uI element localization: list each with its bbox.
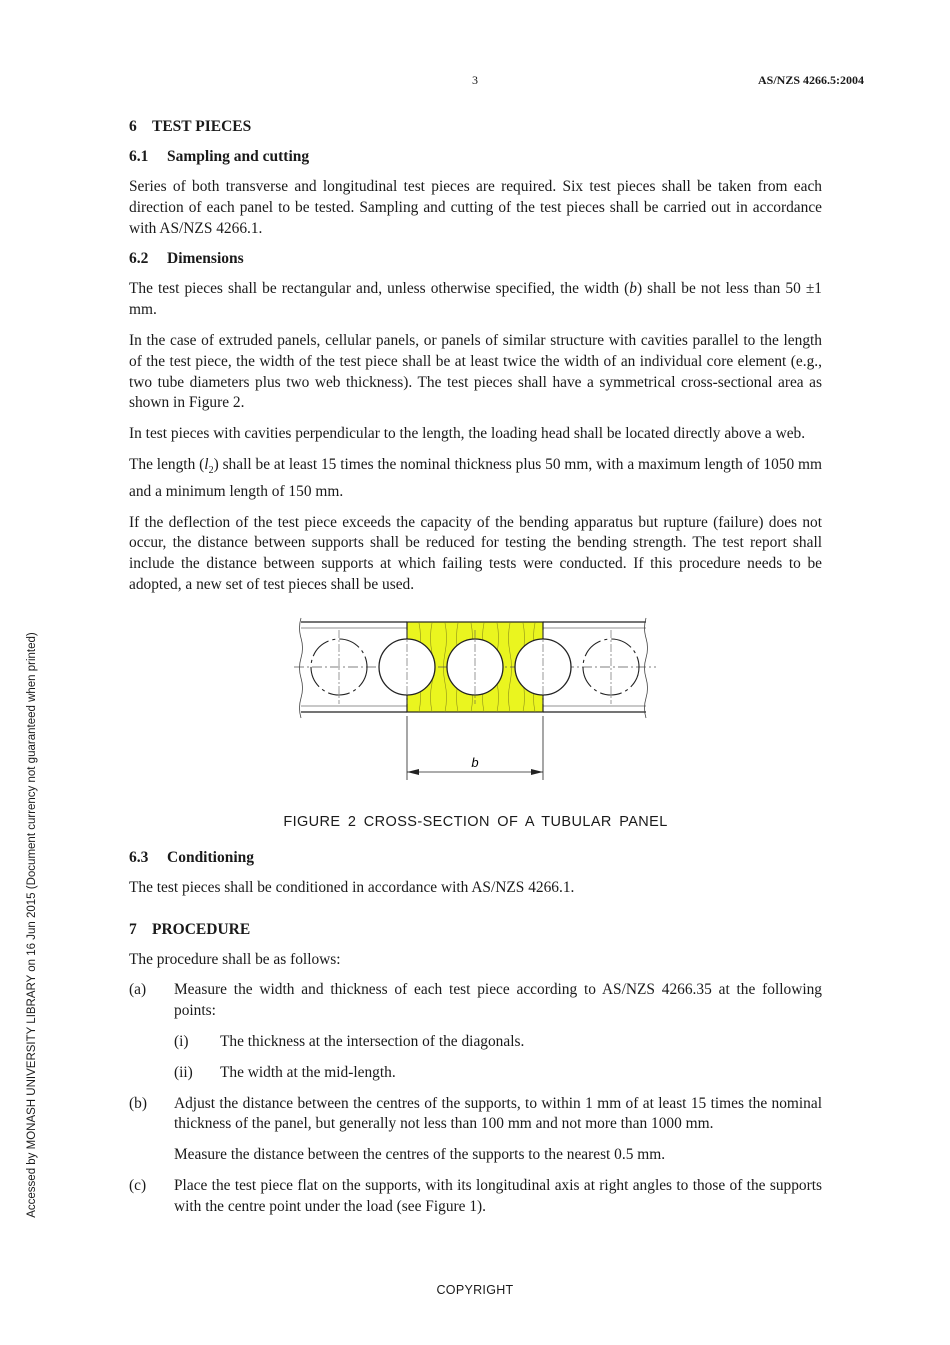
clause-6-2-heading [129,249,822,269]
item-label: (a) [129,981,147,999]
clause-title: Dimensions [167,250,244,268]
clause-6-2-paragraph-3: In test pieces with cavities perpendicular to the length, the loading head shall be located directly above a web. [129,425,806,443]
procedure-item-b [129,1094,822,1136]
clause-title: Sampling and cutting [167,148,310,165]
procedure-item-a [129,980,822,1022]
clause-6-2-paragraph-4 [129,455,822,503]
clause-6-1-heading [129,147,822,167]
item-text: Place the test piece flat on the supports, with its longitudinal axis at right angles to those of the supports with the centre point under the load (see Figure 1). [174,1177,822,1215]
clause-6-2-paragraph-1 [129,279,822,321]
section-title: PROCEDURE [152,920,251,938]
section-number: 6 [129,118,137,135]
variable-subscript: 2 [208,465,214,477]
clause-number: 6.1 [129,148,149,165]
procedure-subitem-ii [129,1063,822,1084]
clause-title: Conditioning [167,848,255,866]
text-run: ) shall be at least 15 times the nominal thickness plus 50 mm, with a maximum length of 1050 mm and a minimum length of 150 mm. [129,455,822,500]
arrow-head-left [407,769,419,775]
subitem-text: The thickness at the intersection of the diagonals. [220,1033,525,1051]
text-run: The test pieces shall be rectangular and, unless otherwise specified, the width ( [129,280,630,298]
access-watermark: Accessed by MONASH UNIVERSITY LIBRARY on 16 Jun 2015 (Document currency not guaranteed when printed) [26,632,38,1218]
arrow-head-right [531,769,543,775]
clause-6-2-paragraph-2: In the case of extruded panels, cellular panels, or panels of similar structure with cavities parallel to the length of the test piece, the width of the test piece shall be at least twice the width of an individual core element (e.g., two tube diameters plus two web thickness). The test pieces shall have a symmetrical cross-sectional area as shown in Figure 2. [129,331,822,412]
section-7-heading [129,920,822,940]
item-label: (c) [129,1177,147,1194]
item-text: Measure the width and thickness of each test piece according to AS/NZS 4266.35 at the following points: [174,981,822,1020]
text-run: ) shall be not less than 50 ±1 mm. [129,280,822,319]
procedure-item-c [129,1176,822,1218]
subitem-label: (ii) [174,1063,193,1081]
figure-caption: FIGURE 2 CROSS-SECTION OF A TUBULAR PANEL [283,813,668,830]
standard-code: AS/NZS 4266.5:2004 [757,73,864,87]
procedure-item-b-extra: Measure the distance between the centres of the supports to the nearest 0.5 mm. [174,1146,666,1164]
item-label: (b) [129,1094,147,1112]
item-text: Adjust the distance between the centres of the supports, to within 1 mm of at least 15 times the nominal thickness of the panel, but generally not less than 100 mm and not more than 1000 mm. [174,1094,822,1133]
section-6-heading [129,117,822,137]
document-body [129,117,822,1218]
tubular-panel-diagram [129,608,822,808]
figure-2 [129,608,822,808]
dimension-label-b: b [471,754,479,770]
clause-number: 6.3 [129,848,149,866]
page-number: 3 [472,73,478,87]
clause-number: 6.2 [129,250,149,268]
section-title: TEST PIECES [152,118,252,135]
clause-6-3-heading [129,848,822,868]
dimension-extension-lines [407,716,543,780]
section-number: 7 [129,920,137,938]
clause-6-1-paragraph: Series of both transverse and longitudinal test pieces are required. Six test pieces shall be taken from each direction of each panel to be tested. Sampling and cutting of the test pieces shall be carried out in accordance with AS/NZS 4266.1. [129,178,822,237]
copyright-footer: COPYRIGHT [436,1283,514,1297]
subitem-label: (i) [174,1033,189,1051]
text-run: The length ( [129,455,205,473]
procedure-intro: The procedure shall be as follows: [129,950,341,968]
subitem-text: The width at the mid-length. [220,1063,396,1081]
variable-l: l [204,455,209,473]
procedure-subitem-i [129,1032,822,1053]
clause-6-3-paragraph: The test pieces shall be conditioned in accordance with AS/NZS 4266.1. [129,878,575,896]
clause-6-2-paragraph-5: If the deflection of the test piece exceeds the capacity of the bending apparatus but rupture (failure) does not occur, the distance between supports shall be reduced for testing the bending strength. The test report shall include the distance between supports at which failing tests were conducted. If this procedure needs to be adopted, a new set of test pieces shall be used. [129,513,822,594]
variable-b: b [629,280,637,298]
